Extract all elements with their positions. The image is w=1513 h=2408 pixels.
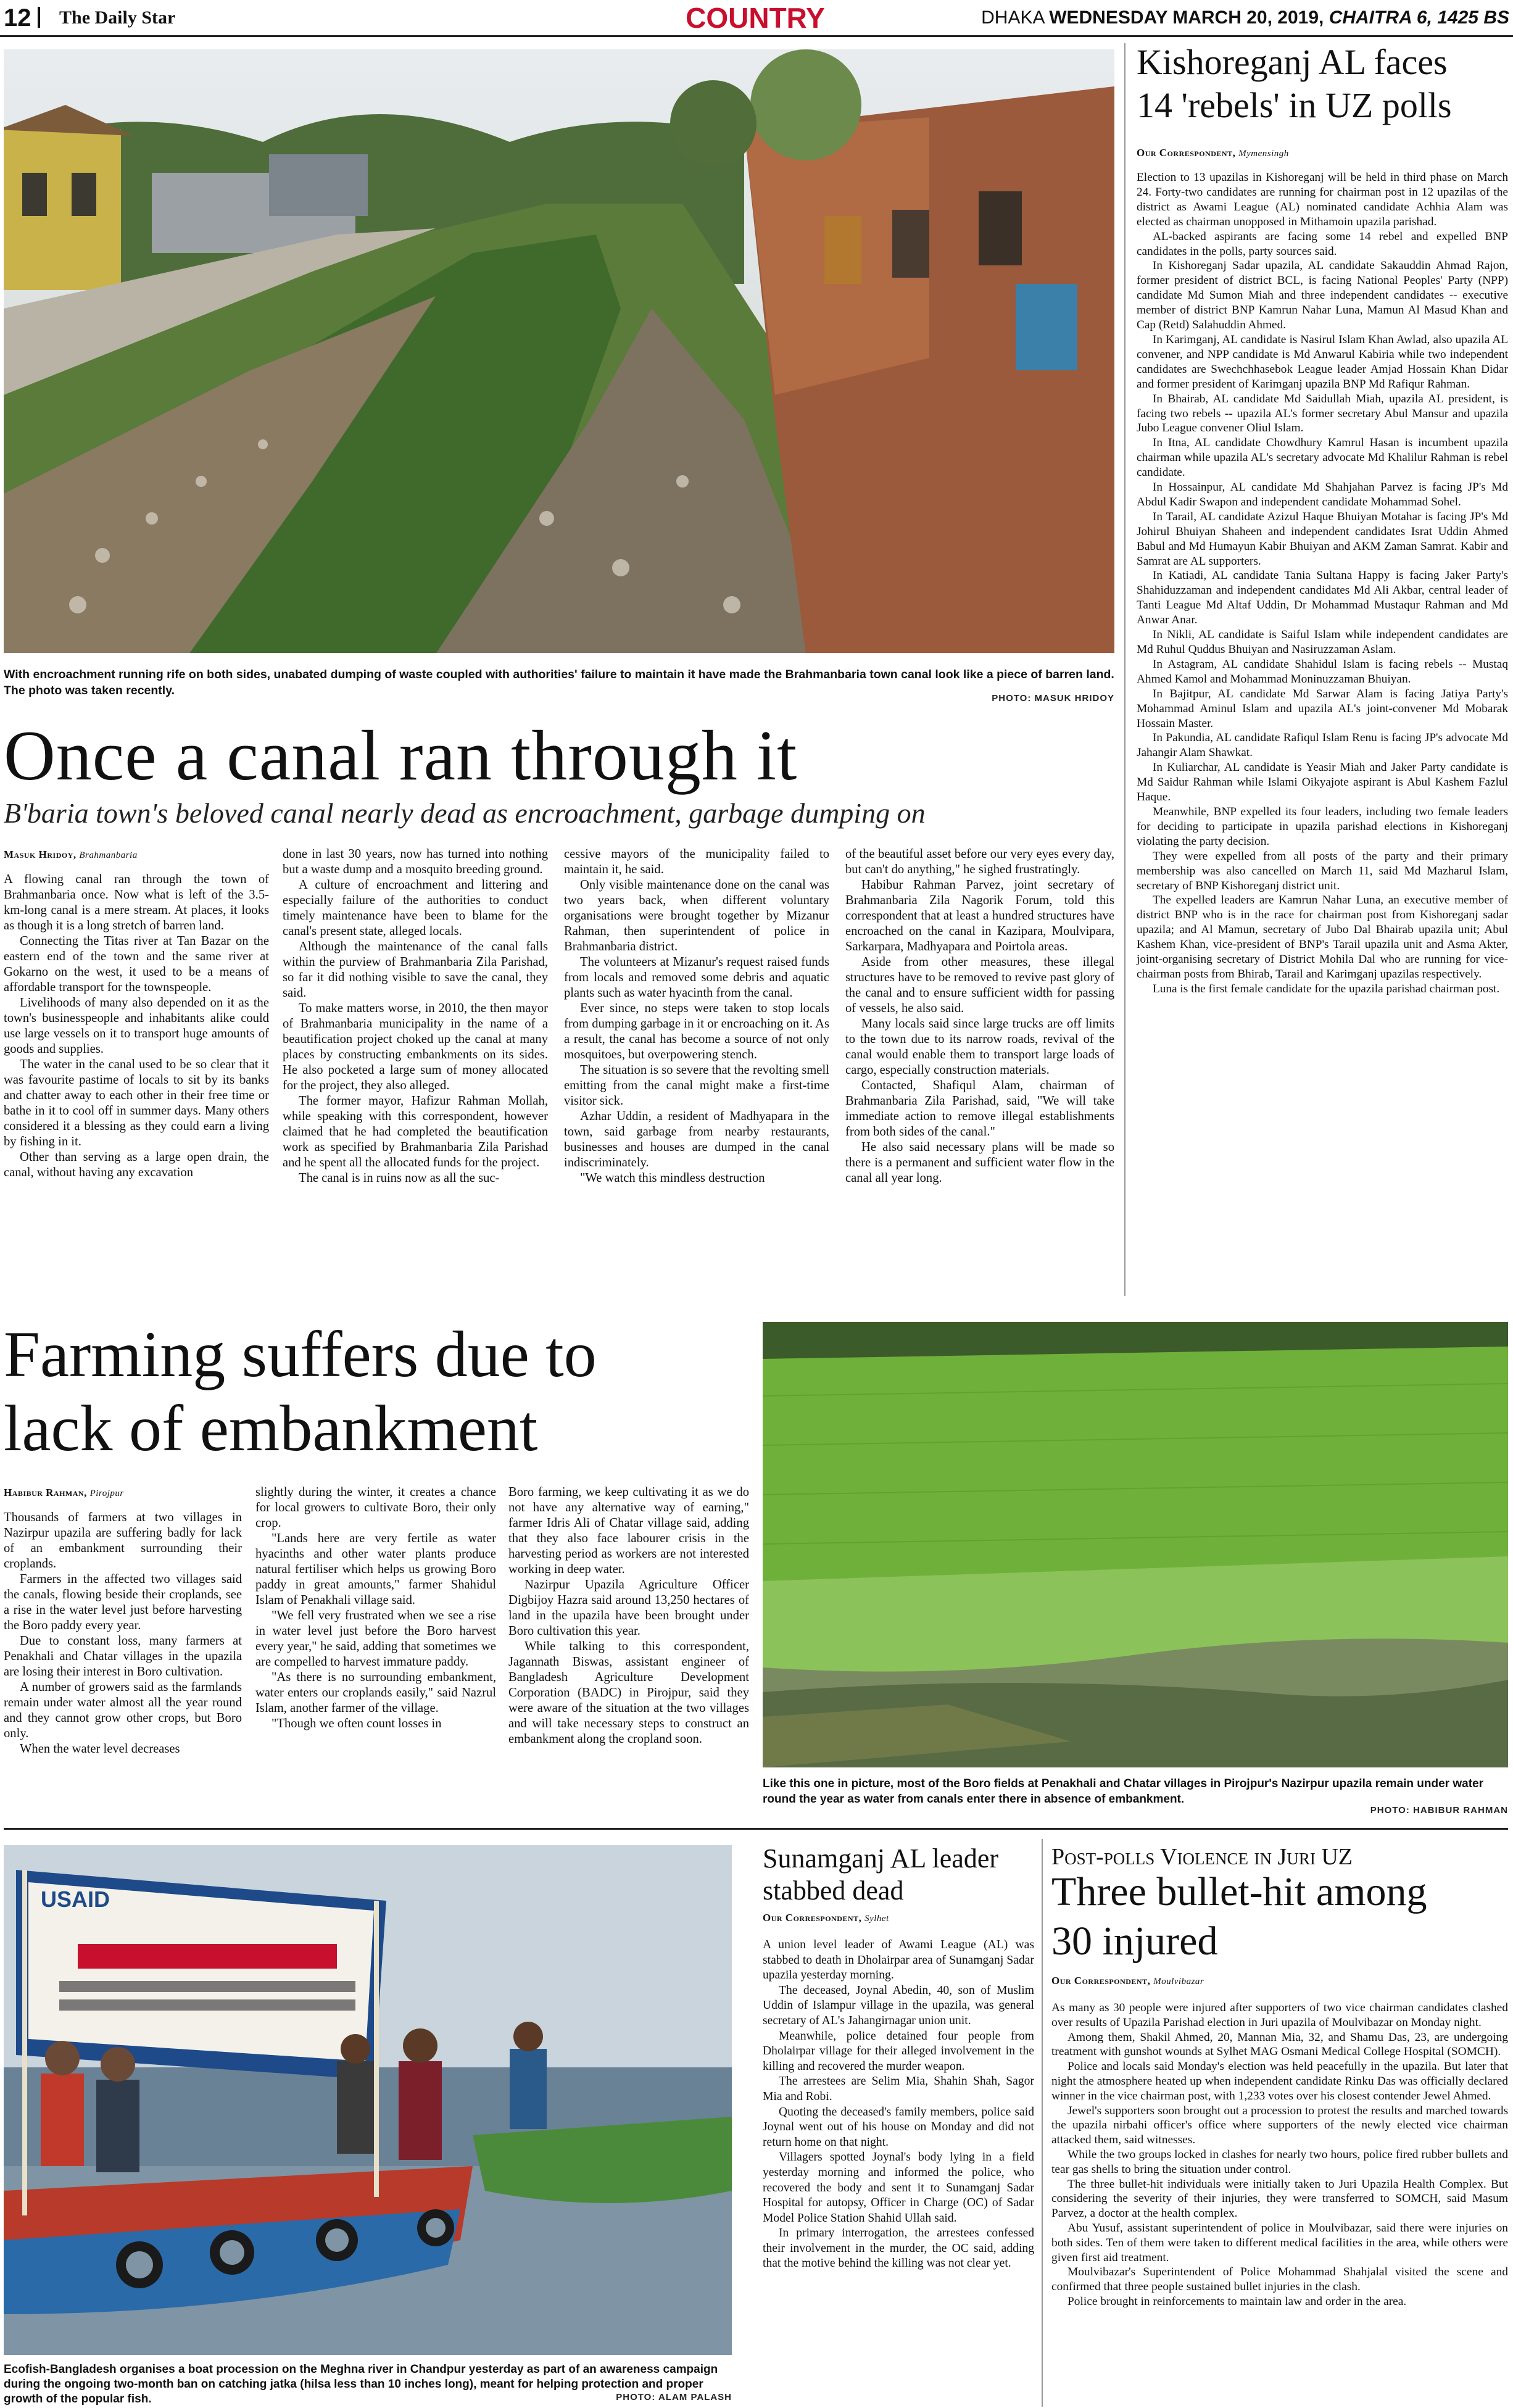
paragraph: In primary interrogation, the arrestees confessed their involvement in the murder, the OC said, adding that the motive behind the killing was not clear yet. — [763, 2227, 1034, 2270]
paragraph: Villagers spotted Joynal's body lying in a field yesterday morning and informed the police, who recovered the body and sent it to Sunamganj Sadar Hospital for autopsy, Officer in Charge (OC) of Sadar Model Police Station Shahid Ullah said. — [763, 2151, 1034, 2225]
boat-procession-photo — [4, 1845, 732, 2355]
paddy-photo-credit: PHOTO: HABIBUR RAHMAN — [1370, 1805, 1508, 1816]
paragraph: In Astagram, AL candidate Shahidul Islam is facing rebels -- Mustaq Ahmed Kamol and Mohammad Moninuzzaman Bhuiyan. — [1137, 657, 1508, 686]
boat-photo-credit: PHOTO: ALAM PALASH — [616, 2392, 732, 2402]
column-divider — [1124, 43, 1125, 1296]
page-number: 12 — [0, 0, 45, 36]
sunamganj-byline: Our Correspondent, Sylhet — [763, 1912, 889, 1924]
paragraph: In Nikli, AL candidate is Saiful Islam while independent candidates are Md Ruhul Quddus Bhuiyan and Nasiruzzaman Aslam. — [1137, 628, 1508, 656]
paragraph: Election to 13 upazilas in Kishoreganj will be held in third phase on March 24. Forty-two candidates are running for chairman post in 12 upazilas of the district as Awami League (AL) nominated candidate Achhia Alam was elected as chairman unopposed in Mithamoin upazila parishad. — [1137, 171, 1508, 228]
paragraph: Meanwhile, BNP expelled its four leaders, including two female leaders for deciding to participate in upazila parishad elections in Kishoreganj violating the party decision. — [1137, 805, 1508, 848]
juri-kicker: Post-polls Violence in Juri UZ — [1051, 1844, 1353, 1870]
canal-col-1: Masuk Hridoy, Brahmanbaria A flowing canal ran through the town of Brahmanbaria once. Now what is left of the 3.5-km-long canal is a mere stream. At places, it looks as though it is a long stretch of barren land. Connecting the Titas river at Tan Bazar on the eastern end of the town and the same river at Gokarno on the west, it used to be a means of affordable transport for the townspeople. Livelihoods of many also depended on it as the town's businesspeople and inhabitants alike could use large vessels on it to transport huge amounts of goods and supplies. The water in the canal used to be so clear that it was favourite pastime of locals to sit by its banks and chatter away to each other in their free time or bathe in it to cool off in summer days. Many others considered it a blessing as they could earn a living by fishing in it. Other than serving as a large open drain, the canal, without having any excavation — [4, 847, 269, 1181]
paragraph: In Bhairab, AL candidate Md Saidullah Miah, upazila AL president, is facing two rebels -- upazila AL's former secretary Abul Mansur and upazila Jubo League convener Oliul Islam. — [1137, 392, 1508, 435]
canal-photo-caption: With encroachment running rife on both sides, unabated dumping of waste coupled with authorities' failure to maintain it have made the Brahmanbaria town canal look like a piece of barren land. The photo was taken recently. — [4, 668, 1114, 697]
paragraph: Moulvibazar's Superintendent of Police Mohammad Shahjalal visited the scene and confirmed that three people sustained bullet injuries in the clash. — [1051, 2265, 1508, 2294]
paragraph: The three bullet-hit individuals were initially taken to Juri Upazila Health Complex. But considering the severity of their injuries, they were transferred to SOMCH, said Masum Parvez, a doctor at the health complex. — [1051, 2177, 1508, 2220]
canal-col-2: done in last 30 years, now has turned into nothing but a waste dump and a mosquito breeding ground. A culture of encroachment and littering and especially failure of the authorities to conduct timely maintenance have been to blame for the canal's present state, alleged locals. Although the maintenance of the canal falls within the purview of Brahmanbaria Zila Parishad, so far it did nothing visible to save the canal, they said. To make matters worse, in 2010, the then mayor of Brahmanbaria municipality in the name of a beautification project choked up the canal at many places by constructing embankments on its sides. He also pocketed a large sum of money allocated for the project, they also alleged. The former mayor, Hafizur Rahman Mollah, while speaking with this correspondent, however claimed that he had completed the beautification work as specified by Brahmanbaria Zila Parishad and he spent all the allocated funds for the project. The canal is in ruins now as all the suc- — [283, 847, 548, 1185]
paragraph: In Bajitpur, AL candidate Md Sarwar Alam is facing Jatiya Party's Mohammad Aminul Islam and upazila AL's joint-convener Md Mobarak Hossain Master. — [1137, 687, 1508, 730]
sunamganj-headline: Sunamganj AL leader stabbed dead — [763, 1843, 999, 1906]
paragraph: Police brought in reinforcements to maintain law and order in the area. — [1067, 2294, 1407, 2308]
paragraph: Among them, Shakil Ahmed, 20, Mannan Mia, 32, and Shamu Das, 23, are undergoing treatment with gunshot wounds at Sylhet MAG Osmani Medical College Hospital (SOMCH). — [1051, 2030, 1508, 2059]
paragraph: In Katiadi, AL candidate Tania Sultana Happy is facing Jaker Party's Shahiduzzaman and independent candidates Md Ali Akbar, central leader of Tanti League Md Altaf Uddin, Dr Mohammad Mustaqur Rahman and Md Anwar Anar. — [1137, 569, 1508, 627]
farming-col-1: Habibur Rahman, Pirojpur Thousands of farmers at two villages in Nazirpur upazila are suffering badly for lack of an embankment surrounding their croplands. Farmers in the affected two villages said the canals, flowing beside their croplands, see a rise in the water level just before harvesting the Boro paddy every year. Due to constant loss, many farmers at Penakhali and Chatar villages in the upazila are losing their interest in Boro cultivation. A number of growers said as the farmlands remain under water almost all the year round and they cannot grow other crops, but Boro only. When the water level decreases — [4, 1485, 242, 1757]
canal-deck: B'baria town's beloved canal nearly dead as encroachment, garbage dumping on — [4, 797, 926, 829]
paragraph: In Kishoreganj Sadar upazila, AL candidate Sakauddin Ahmad Rajon, former president of district BCL, is facing National Peoples' Party (NPP) candidate Md Sumon Miah and three independent candidates -- executive member of district BNP Kamrun Nahar Luna, Mamun Al Masud Khan and Cap (Retd) Salahuddin Ahmed. — [1137, 259, 1508, 332]
paragraph: They were expelled from all posts of the party and their primary membership was also cancelled on March 11, said Md Mazharul Islam, secretary of BNP Kishoreganj district unit. — [1137, 849, 1508, 892]
paragraph: Meanwhile, police detained four people from Dholairpar village for their alleged involvement in the killing and recovered the murder weapon. — [763, 2029, 1034, 2073]
farming-col-3: Boro farming, we keep cultivating it as we do not have any alternative way of earning," farmer Idris Ali of Chatar village said, adding that they also face labourer crisis in the harvesting period as workers are not interested working in deep water. Nazirpur Upazila Agriculture Officer Digbijoy Hazra said around 13,250 hectares of land in the upazila have been brought under Boro cultivation this year. While talking to this correspondent, Jagannath Biswas, assistant engineer of Bangladesh Agriculture Development Corporation (BADC) in Pirojpur, said they were aware of the situation at the two villages and will take necessary steps to construct an embankment along the cropland soon. — [508, 1485, 749, 1746]
juri-headline: Three bullet-hit among 30 injured — [1051, 1869, 1427, 1964]
paragraph: A union level leader of Awami League (AL) was stabbed to death in Dholairpar area of Sunamganj Sadar upazila yesterday morning. — [763, 1938, 1034, 1982]
canal-col-4: of the beautiful asset before our very eyes every day, but can't do anything," he sighed frustratingly. Habibur Rahman Parvez, joint secretary of Brahmanbaria Zila Nagorik Forum, told this correspondent that at least a hundred structures have encroached on the canal in Kazipara, Moulvipara, Sarkarpara, Madhyapara and Poirtola areas. Aside from other measures, these illegal structures have to be removed to revive past glory of the canal and to ensure sufficient width for passing of vessels, he also said. Many locals said since large trucks are off limits to the town due to its narrow roads, revival of the canal would enable them to transport large loads of cargo, especially construction materials. Contacted, Shafiqul Alam, chairman of Brahmanbaria Zila Parishad, said, "We will take immediate action to remove illegal establishments from both sides of the canal." He also said necessary plans will be made so there is a permanent and sufficient water flow in the canal all year long. — [845, 847, 1114, 1185]
canal-photo-credit: PHOTO: MASUK HRIDOY — [992, 693, 1114, 704]
paragraph: In Tarail, AL candidate Azizul Haque Bhuiyan Motahar is facing JP's Md Johirul Bhuiyan Shaheen and independent candidates Israt Uddin Ahmed Babul and Md Humayun Kabir Bhuiyan and AKM Zaman Samrat. Kabir and Samrat are AL supporters. — [1137, 510, 1508, 568]
paragraph: Police and locals said Monday's election was held peacefully in the upazila. But later that night the atmosphere heated up when independent candidate Rinku Das was officially declared winner in the vice chairman post, with 1,233 votes over his closest contender Jewel Ahmed. — [1051, 2060, 1508, 2103]
kishoreganj-headline: Kishoreganj AL faces 14 'rebels' in UZ polls — [1137, 42, 1452, 125]
paddy-photo-caption: Like this one in picture, most of the Boro fields at Penakhali and Chatar villages in Pirojpur's Nazirpur upazila remain under water round the year as water from canals enter there in absence of embankment. — [763, 1777, 1483, 1806]
section-rule — [4, 1828, 1508, 1830]
farming-col-2: slightly during the winter, it creates a chance for local growers to cultivate Boro, their only crop. "Lands here are very fertile as water hyacinths and other water plants produce natural fertiliser which helps us growing Boro paddy in great amounts," farmer Shahidul Islam of Penakhali village said. "We fell very frustrated when we see a rise in water level just before the Boro harvest every year," he said, adding that sometimes we are compelled to harvest immature paddy. "As there is no surrounding embankment, water enters our croplands easily," said Nazrul Islam, another farmer of the village. "Though we often count losses in — [255, 1485, 496, 1730]
boat-photo-caption: Ecofish-Bangladesh organises a boat procession on the Meghna river in Chandpur yesterday as part of an awareness campaign during the ongoing two-month ban on catching jatka (hilsa less than 10 inches long), meant for helping protection and proper growth of the popular fish. — [4, 2363, 718, 2406]
paragraph: In Pakundia, AL candidate Rafiqul Islam Renu is facing JP's advocate Md Jahangir Alam Shawkat. — [1137, 731, 1508, 760]
paragraph: In Kuliarchar, AL candidate is Yeasir Miah and Jaker Party candidate is Md Saidur Rahman while Islami Oikyajote aspirant is Abul Kashem Fazlul Haque. — [1137, 761, 1508, 804]
farming-headline: Farming suffers due to lack of embankment — [4, 1318, 597, 1464]
dateline: DHAKA WEDNESDAY MARCH 20, 2019, CHAITRA 6, 1425 BS — [981, 7, 1509, 28]
farming-byline: Habibur Rahman, Pirojpur — [4, 1487, 124, 1498]
paddy-field-photo — [763, 1322, 1508, 1767]
kishoreganj-body — [1137, 170, 1508, 997]
canal-photo — [4, 49, 1114, 653]
masthead: The Daily Star — [59, 7, 176, 28]
paragraph: Luna is the first female candidate for the upazila parishad chairman post. — [1153, 982, 1500, 995]
juri-body — [1051, 2001, 1508, 2309]
sunamganj-body — [763, 1938, 1034, 2272]
paragraph: The deceased, Joynal Abedin, 40, son of Muslim Uddin of Islampur village in the upazila, was general secretary of AL's Jahangirnagar union unit. — [763, 1983, 1034, 2027]
kishoreganj-byline: Our Correspondent, Mymensingh — [1137, 147, 1289, 159]
canal-col-3: cessive mayors of the municipality failed to maintain it, he said. Only visible maintenance done on the canal was two years back, when different voluntary organisations were brought together by Mizanur Rahman, then superintendent of police in Brahmanbaria district. The volunteers at Mizanur's request raised funds from locals and removed some debris and aquatic plants such as water hyacinth from the canal. Ever since, no steps were taken to stop locals from dumping garbage in it or encroaching on it. As a result, the canal has become a source of not only mosquitoes, but overpowering stench. The situation is so severe that the revolting smell emitting from the canal might make a first-time visitor sick. Azhar Uddin, a resident of Madhyapara in the town, said garbage from nearby restaurants, businesses and houses are dumped in the canal indiscriminately. "We watch this mindless destruction — [564, 847, 829, 1185]
paragraph: AL-backed aspirants are facing some 14 rebel and expelled BNP candidates in the polls, party sources said. — [1137, 230, 1508, 258]
paragraph: In Itna, AL candidate Chowdhury Kamrul Hasan is incumbent upazila chairman while upazila AL's secretary advocate Md Khalilur Rahman is rebel candidate. — [1137, 436, 1508, 480]
paragraph: Abu Yusuf, assistant superintendent of police in Moulvibazar, said there were injuries on both sides. Ten of them were taken to different medical facilities in the area, while others were given first aid treatment. — [1051, 2221, 1508, 2264]
paragraph: The arrestees are Selim Mia, Shahin Shah, Sagor Mia and Robi. — [763, 2075, 1034, 2103]
usaid-logo-text: USAID — [41, 1887, 110, 1912]
paragraph: The expelled leaders are Kamrun Nahar Luna, an executive member of district BNP who is in the race for chairman post from Kishoreganj sadar upazila; and Al Mamun, secretary of Jubo Dal Bhairab upazila unit; Abul Kashem Khan, vice-president of BNP's Tarail upazila unit and Asma Akter, joint-organising secretary of District Mohila Dal who are running for vice-chairman posts from Bhirab, Tarail and Karimganj upazilas respectively. — [1137, 894, 1508, 981]
canal-byline: Masuk Hridoy, Brahmanbaria — [4, 849, 138, 860]
juri-byline: Our Correspondent, Moulvibazar — [1051, 1975, 1204, 1987]
canal-headline: Once a canal ran through it — [4, 716, 798, 795]
paragraph: While the two groups locked in clashes for nearly two hours, police fired rubber bullets and tear gas shells to bring the situation under control. — [1051, 2148, 1508, 2176]
page-header — [0, 0, 1513, 37]
paragraph: Quoting the deceased's family members, police said Joynal went out of his house on Monday and did not return home on that night. — [763, 2105, 1034, 2149]
column-divider — [1042, 1839, 1043, 2407]
paragraph: In Hossainpur, AL candidate Md Shahjahan Parvez is facing JP's Md Abdul Kadir Swapon and independent candidate Mohammad Sohel. — [1137, 481, 1508, 509]
section-title: COUNTRY — [686, 2, 825, 34]
paragraph: As many as 30 people were injured after supporters of two vice chairman candidates clashed over results of Upazila Parishad election in Juri upazila of Moulvibazar on Monday night. — [1051, 2001, 1508, 2029]
paragraph: Jewel's supporters soon brought out a procession to protest the results and marched towards the upazila nirbahi officer's office where supporters of the newly elected vice chairman attacked them, said witnesses. — [1051, 2104, 1508, 2147]
paragraph: In Karimganj, AL candidate is Nasirul Islam Khan Awlad, also upazila AL convener, and NPP candidate is Md Anwarul Kabiria while two independent candidates are Swechchhasebok League leader Amjad Hossain Khan Didar and former president of Karimganj upazila BNP Md Rafiqur Rahman. — [1137, 333, 1508, 391]
